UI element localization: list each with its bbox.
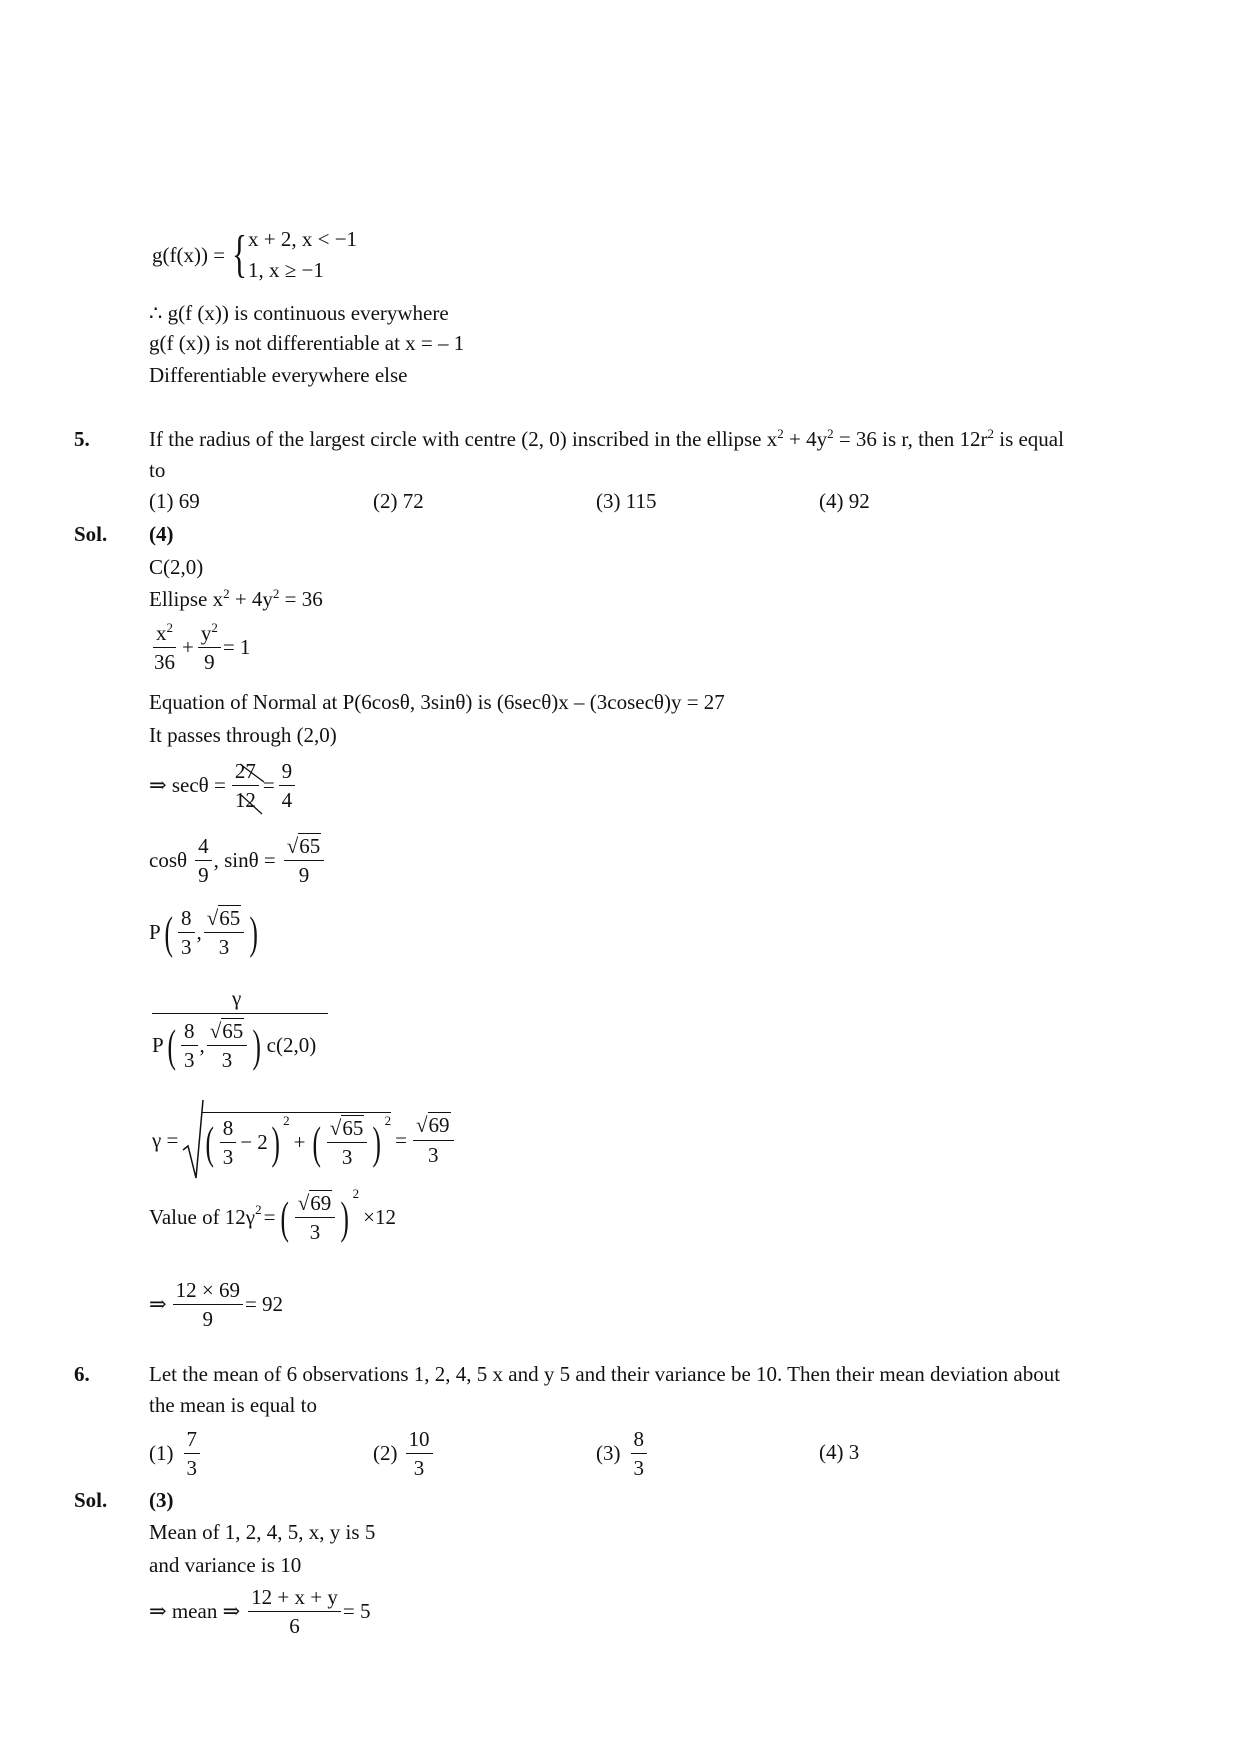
- gamma-distance: γ = ( $\frac{8}{3}$ − 2 ) $^2$ + ( $\frac{√65}{3}$ ) $^2$ = $\frac{√69}{3}$: [152, 1098, 456, 1182]
- cos-sin-values: cosθ $\frac{4}{9}$ , sinθ = $\frac{√65}{9}$: [149, 835, 326, 886]
- continuity-line: ∴ g(f (x)) is continuous everywhere: [149, 301, 449, 325]
- q6-option-2: (2) $\frac{10}{3}$: [373, 1428, 435, 1479]
- question-5-text-line2: to: [149, 458, 166, 482]
- point-p-and-center: P ( $\frac{8}{3}$ , $\frac{√65}{3}$ ) c(2,0): [152, 1019, 317, 1073]
- solution-6-answer: (3): [149, 1488, 174, 1512]
- mean-equation: ⇒ mean ⇒ $\frac{12 + x + y}{6}$ = 5: [149, 1585, 371, 1639]
- question-number-5: 5.: [74, 427, 90, 451]
- solution-label-5: Sol.: [74, 522, 108, 546]
- q5-option-1: (1) 69: [149, 489, 200, 513]
- cancel-strikes: [234, 760, 268, 816]
- q5-option-4: (4) 92: [819, 489, 870, 513]
- normal-equation: Equation of Normal at P(6cosθ, 3sinθ) is (6secθ)x – (3cosecθ)y = 27: [149, 690, 725, 714]
- question-6-text: Let the mean of 6 observations 1, 2, 4, 5 x and y 5 and their variance be 10. Then their mean deviation about: [149, 1362, 1061, 1386]
- gamma-divider: [152, 1013, 328, 1014]
- gof-piecewise: [152, 222, 357, 288]
- q6-option-4: (4) 3: [819, 1440, 860, 1464]
- center-point: C(2,0): [149, 555, 204, 579]
- question-number-6: 6.: [74, 1362, 90, 1386]
- question-5-text: If the radius of the largest circle with centre (2, 0) inscribed in the ellipse $x^2 + 4y^2 = 36$ is r, then $12r^2$ is equal: [149, 426, 1064, 451]
- sol6-line1: Mean of 1, 2, 4, 5, x, y is 5: [149, 1520, 376, 1544]
- ellipse-equation: Ellipse $x^2 + 4y^2 = 36$: [149, 586, 323, 611]
- value-of-12-gamma-squared: Value of 12γ $^2$ = ( $\frac{√69}{3}$ ) $^2$ ×12: [149, 1186, 396, 1245]
- final-result-92: ⇒ $\frac{12 \times 69}{9}$ = 92: [149, 1278, 284, 1332]
- differentiability-line: g(f (x)) is not differentiable at x = – 1: [149, 331, 465, 355]
- left-brace: {: [232, 226, 248, 283]
- q5-option-2: (2) 72: [373, 489, 424, 513]
- gamma-label: γ: [232, 986, 242, 1010]
- passes-through-line: It passes through (2,0): [149, 723, 337, 747]
- gof-case-1: x + 2, x < −1: [248, 227, 358, 251]
- ellipse-standard-form: $\frac{x^2}{36}$ + $\frac{y^2}{9}$ = 1: [154, 620, 251, 675]
- question-6-text-line2: the mean is equal to: [149, 1393, 317, 1417]
- sec-theta-equation: ⇒ secθ = $\frac{27}{12}$ = $\frac{9}{4}$: [149, 760, 297, 811]
- q5-option-3: (3) 115: [596, 489, 657, 513]
- radical-sign: [182, 1098, 204, 1182]
- solution-label-6: Sol.: [74, 1488, 108, 1512]
- gof-lhs: g(f(x)) =: [152, 242, 226, 267]
- differentiable-else-line: Differentiable everywhere else: [149, 363, 408, 387]
- gof-case-2: 1, x ≥ −1: [248, 258, 324, 282]
- q6-option-1: (1) $\frac{7}{3}$: [149, 1428, 202, 1479]
- point-p: P ( $\frac{8}{3}$ , $\frac{√65}{3}$ ): [149, 906, 259, 960]
- solution-5-answer: (4): [149, 522, 174, 546]
- q6-option-3: (3) $\frac{8}{3}$: [596, 1428, 649, 1479]
- sol6-line2: and variance is 10: [149, 1553, 302, 1577]
